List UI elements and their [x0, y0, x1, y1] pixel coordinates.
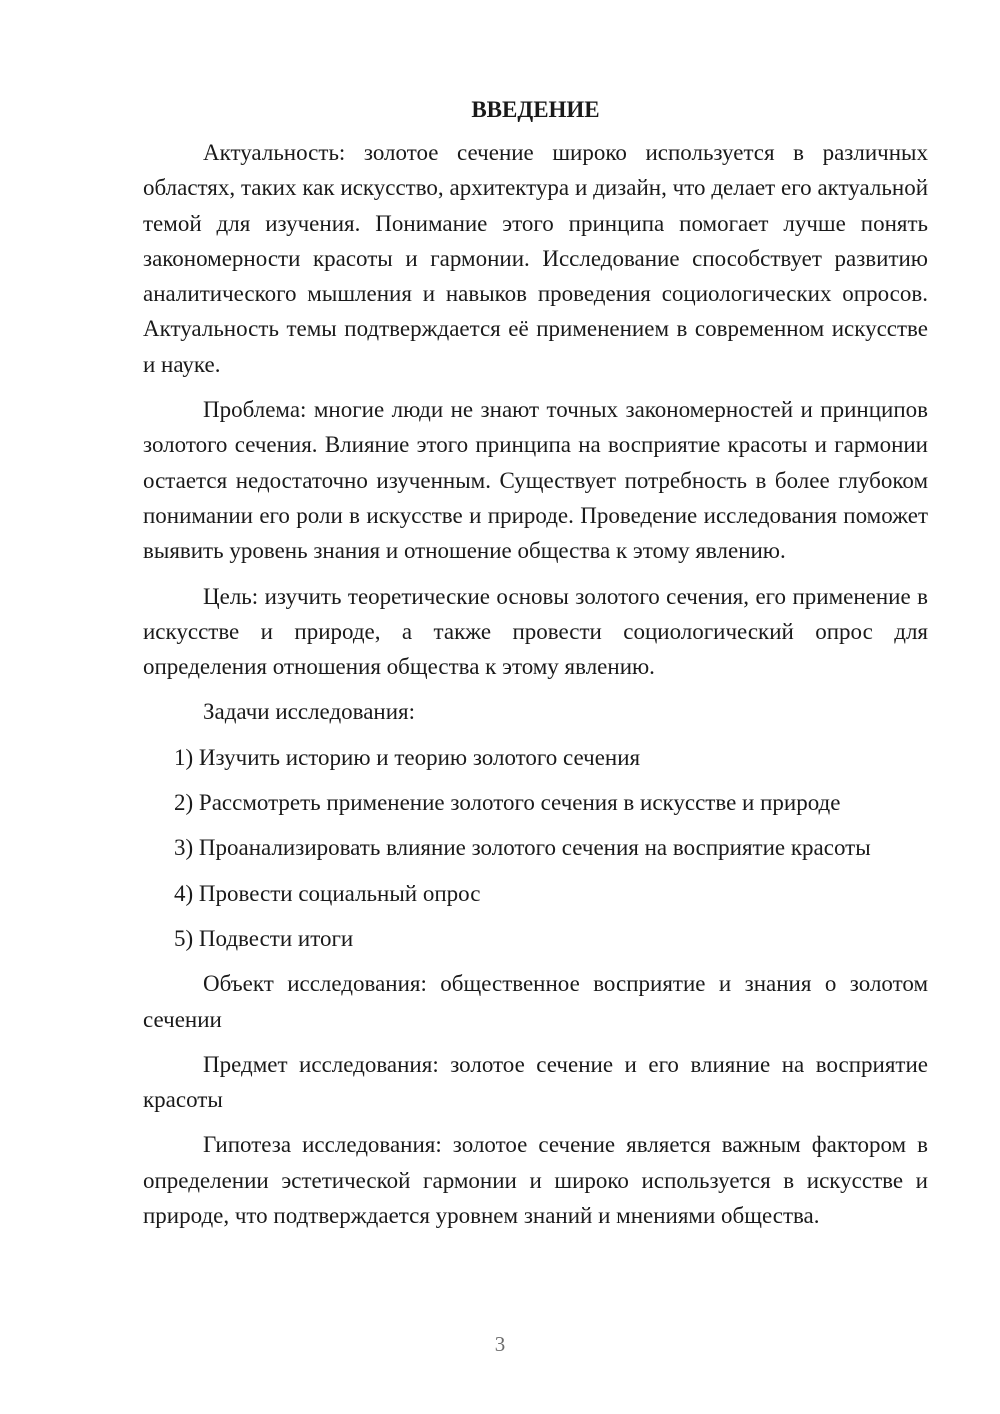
goal-paragraph: Цель: изучить теоретические основы золотого сечения, его применение в искусстве и природе, а также провести социологический опрос для определения отношения общества к этому явлению. [143, 583, 928, 680]
subject-paragraph: Предмет исследования: золотое сечение и его влияние на восприятие красоты [143, 1051, 928, 1113]
task-item: 4) Провести социальный опрос [174, 880, 481, 906]
hypothesis-paragraph: Гипотеза исследования: золотое сечение является важным фактором в определении эстетической гармонии и широко используется в искусстве и природе, что подтверждается уровнем знаний и мнениями общества. [143, 1132, 928, 1229]
task-item: 2) Рассмотреть применение золотого сечения в искусстве и природе [174, 790, 841, 816]
page-number: 3 [494, 1332, 506, 1356]
problem-paragraph: Проблема: многие люди не знают точных закономерностей и принципов золотого сечения. Влияние этого принципа на восприятие красоты и гармонии остается недостаточно изученным. Существует потребность в более глубоком понимании его роли в искусстве и природе. Проведение исследования поможет выявить уровень знания и отношение общества к этому явлению. [143, 397, 928, 564]
object-paragraph: Объект исследования: общественное восприятие и знания о золотом сечении [143, 971, 928, 1032]
task-item: 1) Изучить историю и теорию золотого сечения [174, 744, 641, 770]
document-page [143, 92, 928, 1243]
page-title: ВВЕДЕНИЕ [471, 97, 600, 122]
tasks-heading: Задачи исследования: [203, 699, 416, 725]
relevance-paragraph: Актуальность: золотое сечение широко используется в различных областях, таких как искусство, архитектура и дизайн, что делает его актуальной темой для изучения. Понимание этого принципа помогает лучше понять закономерности красоты и гармонии. Исследование способствует развитию аналитического мышления и навыков проведения социологических опросов. Актуальность темы подтверждается её применением в современном искусстве и науке. [143, 140, 928, 377]
task-item: 5) Подвести итоги [174, 925, 354, 951]
task-item: 3) Проанализировать влияние золотого сечения на восприятие красоты [174, 835, 871, 861]
